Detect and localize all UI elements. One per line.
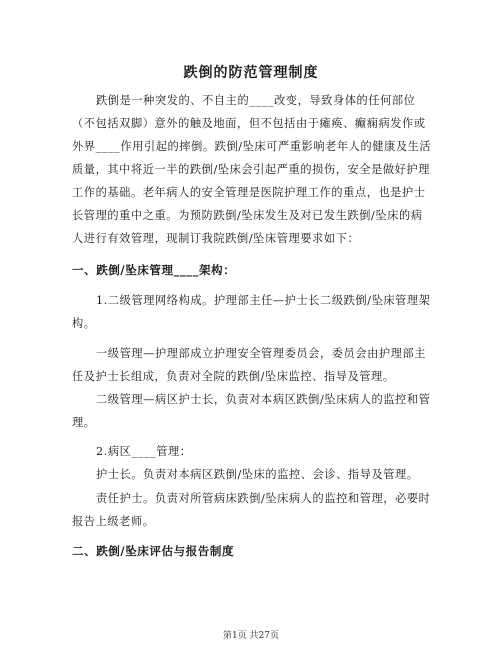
head-nurse-line: 护士长。负责对本病区跌倒/坠床的监控、会诊、指导及管理。	[96, 468, 419, 481]
intro-line: 工作的基础。老年病人的安全管理是医院护理工作的重点，也是护士	[72, 186, 426, 199]
resp-nurse-line-2: 报告上级老师。	[72, 515, 155, 528]
document-title: 跌倒的防范管理制度	[183, 65, 319, 81]
item-1-line-1: 1.二级管理网络构成。护理部主任—护士长二级跌倒/坠床管理架	[96, 294, 431, 307]
section-heading-1: 一、跌倒/坠床管理____架构：	[72, 263, 236, 277]
resp-nurse-line-1: 责任护士。负责对所管病床跌倒/坠床病人的监控和管理，必要时	[96, 492, 431, 505]
intro-line: （不包括双脚）意外的触及地面，但不包括由于瘫痪、癫痫病发作或	[72, 117, 426, 130]
intro-line: 人进行有效管理，现制订我院跌倒/坠床管理要求如下：	[72, 232, 360, 245]
page-footer: 第1页 共27页	[222, 631, 280, 641]
level1-line-1: 一级管理—护理部成立护理安全管理委员会，委员会由护理部主	[96, 347, 427, 360]
item-2: 2.病区____管理：	[96, 445, 192, 458]
intro-line: 质量，其中将近一半的跌倒/坠床会引起严重的损伤，安全是做好护理	[72, 163, 430, 176]
level1-line-2: 任及护士长组成，负责对全院的跌倒/坠床监控、指导及管理。	[72, 370, 395, 383]
intro-line: 跌倒是一种突发的、不自主的____改变，导致身体的任何部位	[96, 94, 416, 107]
level2-line-1: 二级管理—病区护士长，负责对本病区跌倒/坠床病人的监控和管	[96, 393, 431, 406]
item-1-line-2: 构。	[72, 317, 96, 330]
section-heading-2: 二、跌倒/坠床评估与报告制度	[72, 544, 235, 558]
intro-line: 长管理的重中之重。为预防跌倒/坠床发生及对已发生跌倒/坠床的病	[72, 209, 423, 222]
intro-line: 外界____作用引起的摔倒。跌倒/坠床可严重影响老年人的健康及生活	[72, 140, 432, 153]
level2-line-2: 理。	[72, 416, 96, 429]
